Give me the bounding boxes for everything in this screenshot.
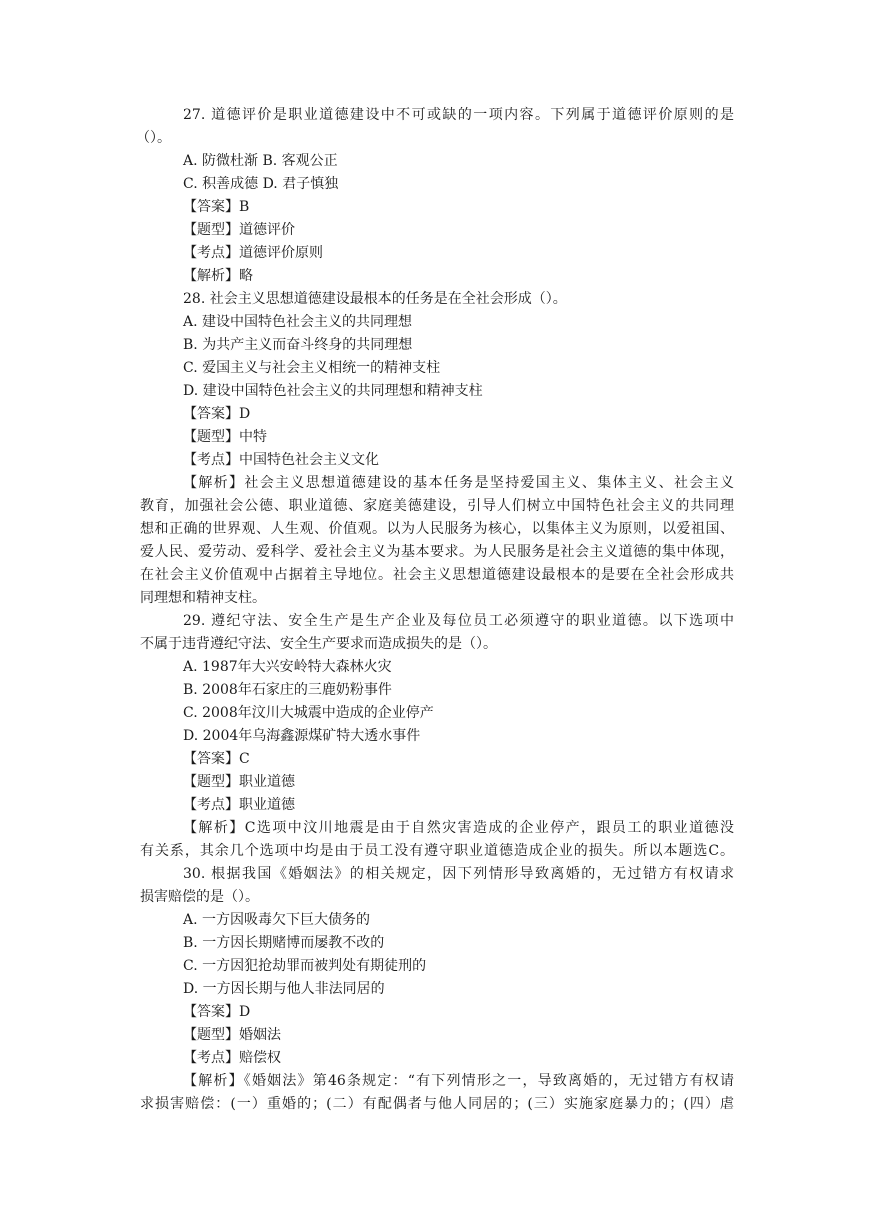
q29-option-d: D. 2004年乌海鑫源煤矿特大透水事件 — [183, 728, 421, 744]
q28-type: 【题型】中特 — [183, 429, 267, 445]
q27-type: 【题型】道德评价 — [183, 222, 295, 238]
q28-answer: 【答案】D — [183, 406, 251, 422]
q28-stem: 28. 社会主义思想道德建设最根本的任务是在全社会形成（）。 — [183, 291, 567, 307]
q29-analysis-line-1: 【解析】C选项中汶川地震是由于自然灾害造成的企业停产，跟员工的职业道德没 — [183, 820, 734, 836]
q30-option-b: B. 一方因长期赌博而屡教不改的 — [183, 935, 385, 951]
q29-answer: 【答案】C — [183, 751, 250, 767]
q28-option-b: B. 为共产主义而奋斗终身的共同理想 — [183, 337, 413, 353]
q29-type: 【题型】职业道德 — [183, 774, 295, 790]
q28-analysis-line-3: 想和正确的世界观、人生观、价值观。以为人民服务为核心，以集体主义为原则，以爱祖国、 — [140, 521, 734, 537]
q30-type: 【题型】婚姻法 — [183, 1027, 281, 1043]
q29-option-a: A. 1987年大兴安岭特大森林火灾 — [183, 659, 392, 675]
q27-analysis: 【解析】略 — [183, 268, 253, 284]
q30-option-d: D. 一方因长期与他人非法同居的 — [183, 981, 385, 997]
q27-options-ab: A. 防微杜渐 B. 客观公正 — [183, 153, 338, 169]
q30-point: 【考点】赔偿权 — [183, 1050, 281, 1066]
q28-analysis-line-5: 在社会主义价值观中占据着主导地位。社会主义思想道德建设最根本的是要在全社会形成共 — [140, 567, 734, 583]
q27-point: 【考点】道德评价原则 — [183, 245, 323, 261]
q29-option-c: C. 2008年汶川大城震中造成的企业停产 — [183, 705, 434, 721]
q27-stem-line-2: （）。 — [136, 130, 171, 146]
q28-analysis-line-6: 同理想和精神支柱。 — [140, 590, 266, 606]
q28-analysis-line-1: 【解析】社会主义思想道德建设的基本任务是坚持爱国主义、集体主义、社会主义 — [183, 475, 734, 491]
q30-stem-line-1: 30. 根据我国《婚姻法》的相关规定，因下列情形导致离婚的，无过错方有权请求 — [183, 866, 734, 882]
q30-answer: 【答案】D — [183, 1004, 251, 1020]
q27-options-cd: C. 积善成德 D. 君子慎独 — [183, 176, 339, 192]
q30-stem-line-2: 损害赔偿的是（）。 — [140, 889, 259, 905]
q28-option-d: D. 建设中国特色社会主义的共同理想和精神支柱 — [183, 383, 483, 399]
q29-stem-line-2: 不属于违背遵纪守法、安全生产要求而造成损失的是（）。 — [140, 636, 497, 652]
q29-point: 【考点】职业道德 — [183, 797, 295, 813]
q28-option-a: A. 建设中国特色社会主义的共同理想 — [183, 314, 413, 330]
q28-point: 【考点】中国特色社会主义文化 — [183, 452, 379, 468]
q28-option-c: C. 爱国主义与社会主义相统一的精神支柱 — [183, 360, 441, 376]
q30-option-c: C. 一方因犯抢劫罪而被判处有期徒刑的 — [183, 958, 427, 974]
q27-answer: 【答案】B — [183, 199, 250, 215]
q28-analysis-line-2: 教育，加强社会公德、职业道德、家庭美德建设，引导人们树立中国特色社会主义的共同理 — [140, 498, 734, 514]
q27-stem-line-1: 27. 道德评价是职业道德建设中不可或缺的一项内容。下列属于道德评价原则的是 — [183, 107, 734, 123]
q30-analysis-line-2: 求损害赔偿：(一）重婚的；(二）有配偶者与他人同居的；(三）实施家庭暴力的；(四）虐 — [140, 1096, 734, 1112]
q28-analysis-line-4: 爱人民、爱劳动、爱科学、爱社会主义为基本要求。为人民服务是社会主义道德的集中体现， — [140, 544, 734, 560]
q29-stem-line-1: 29. 遵纪守法、安全生产是生产企业及每位员工必须遵守的职业道德。以下选项中 — [183, 613, 734, 629]
q29-analysis-line-2: 有关系，其余几个选项中均是由于员工没有遵守职业道德造成企业的损失。所以本题选C。 — [140, 843, 734, 859]
q30-analysis-line-1: 【解析】《婚姻法》第46条规定：“有下列情形之一，导致离婚的，无过错方有权请 — [183, 1073, 734, 1089]
q29-option-b: B. 2008年石家庄的三鹿奶粉事件 — [183, 682, 392, 698]
q30-option-a: A. 一方因吸毒欠下巨大债务的 — [183, 912, 371, 928]
